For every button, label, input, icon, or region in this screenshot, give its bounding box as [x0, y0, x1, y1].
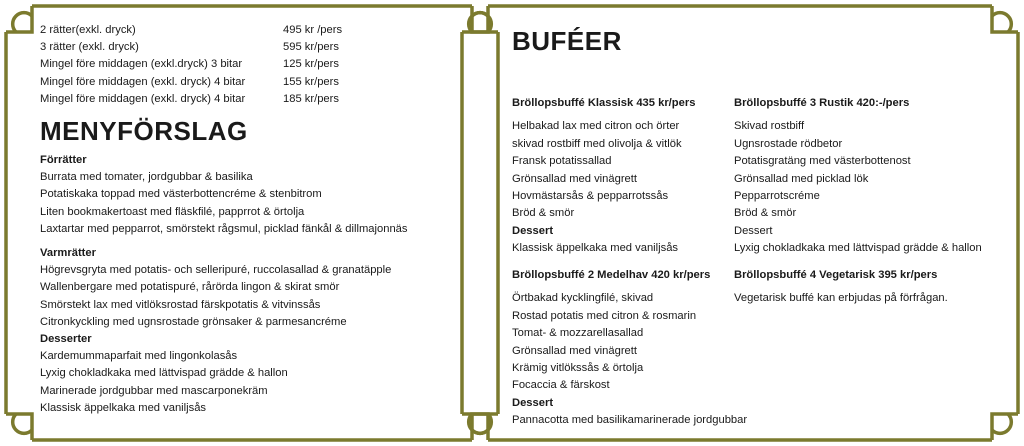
desserts-heading: Desserter [40, 333, 92, 346]
buffet-vegetarisk [734, 267, 948, 308]
list-item: Marinerade jordgubbar med mascarponekräm [40, 384, 268, 397]
buffet-heading: Bröllopsbuffé Klassisk 435 kr/pers [512, 97, 696, 109]
list-item: Grönsallad med vinägrett [512, 344, 637, 357]
list-item: Grönsallad med vinägrett [512, 172, 637, 185]
buffet-heading: Bröllopsbuffé 3 Rustik 420:-/pers [734, 97, 910, 109]
list-item: Bröd & smör [734, 207, 797, 220]
mains-heading: Varmrätter [40, 247, 96, 260]
list-item: Focaccia & färskost [512, 379, 610, 392]
starters-heading: Förrätter [40, 154, 87, 167]
buffet-heading: Bröllopsbuffé 2 Medelhav 420 kr/pers [512, 269, 711, 281]
list-item: Potatiskaka toppad med västerbottencréme & stenbitrom [40, 188, 322, 201]
list-item: Skivad rostbiff [734, 120, 805, 133]
list-item: Citronkyckling med ugnsrostade grönsaker & parmesancréme [40, 315, 347, 328]
buffet-rustik [734, 95, 982, 258]
dessert-heading: Dessert [512, 224, 554, 237]
list-item: Bröd & smör [512, 207, 575, 220]
list-item: Rostad potatis med citron & rosmarin [512, 309, 697, 322]
list-item: Grönsallad med picklad lök [734, 172, 869, 185]
list-item: Dessert [734, 224, 773, 237]
buffet-panel [458, 2, 1022, 444]
price-list [40, 22, 408, 108]
buffet-medelhav [512, 267, 747, 430]
list-item: Örtbakad kycklingfilé, skivad [512, 292, 654, 305]
list-item: Pepparrotscréme [734, 190, 820, 203]
list-item: Tomat- & mozzarellasallad [512, 327, 644, 340]
list-item: Lyxig chokladkaka med lättvispad grädde & hallon [734, 242, 982, 255]
list-item: Klassisk äppelkaka med vaniljsås [40, 401, 207, 414]
list-item: Helbakad lax med citron och örter [512, 120, 680, 133]
list-item: Ugnsrostade rödbetor [734, 137, 843, 150]
menu-title: MENYFÖRSLAG [40, 116, 248, 147]
price-row: Mingel före middagen (exkl.dryck) 3 bitar 125 kr/pers [40, 58, 339, 71]
menu-panel [2, 2, 502, 444]
list-item: Lyxig chokladkaka med lättvispad grädde & hallon [40, 367, 288, 380]
menu-content [40, 22, 408, 417]
list-item: Burrata med tomater, jordgubbar & basilika [40, 171, 253, 184]
list-item: Pannacotta med basilikamarinerade jordgubbar [512, 414, 748, 427]
list-item: Vegetarisk buffé kan erbjudas på förfrågan. [734, 292, 948, 305]
price-row: Mingel före middagen (exkl. dryck) 4 bitar 155 kr/pers [40, 75, 339, 88]
price-row: 2 rätter(exkl. dryck) 495 kr /pers [40, 24, 343, 36]
price-row: 3 rätter (exkl. dryck) 595 kr/pers [40, 41, 339, 54]
list-item: Wallenbergare med potatispuré, rårörda lingon & skirat smör [40, 281, 340, 294]
list-item: Högrevsgryta med potatis- och selleripuré, ruccolasallad & granatäpple [40, 264, 392, 277]
list-item: Klassisk äppelkaka med vaniljsås [512, 242, 679, 255]
list-item: Kardemummaparfait med lingonkolasås [40, 350, 238, 363]
price-row: Mingel före middagen (exkl. dryck) 4 bitar 185 kr/pers [40, 92, 339, 105]
buffet-klassisk [512, 95, 695, 258]
list-item: Liten bookmakertoast med fläskfilé, papprrot & örtolja [40, 205, 305, 218]
list-item: Laxtartar med pepparrot, smörstekt rågsmul, picklad fänkål & dillmajonnäs [40, 222, 408, 235]
list-item: Smörstekt lax med vitlöksrostad färskpotatis & vitvinssås [40, 298, 321, 311]
list-item: skivad rostbiff med olivolja & vitlök [512, 137, 682, 150]
list-item: Potatisgratäng med västerbottenost [734, 155, 911, 168]
buffet-heading: Bröllopsbuffé 4 Vegetarisk 395 kr/pers [734, 269, 938, 281]
list-item: Krämig vitlökssås & örtolja [512, 362, 644, 375]
dessert-heading: Dessert [512, 396, 554, 409]
list-item: Hovmästarsås & pepparrotssås [512, 190, 669, 203]
list-item: Fransk potatissallad [512, 155, 612, 168]
buffet-title: BUFÉER [512, 26, 622, 56]
